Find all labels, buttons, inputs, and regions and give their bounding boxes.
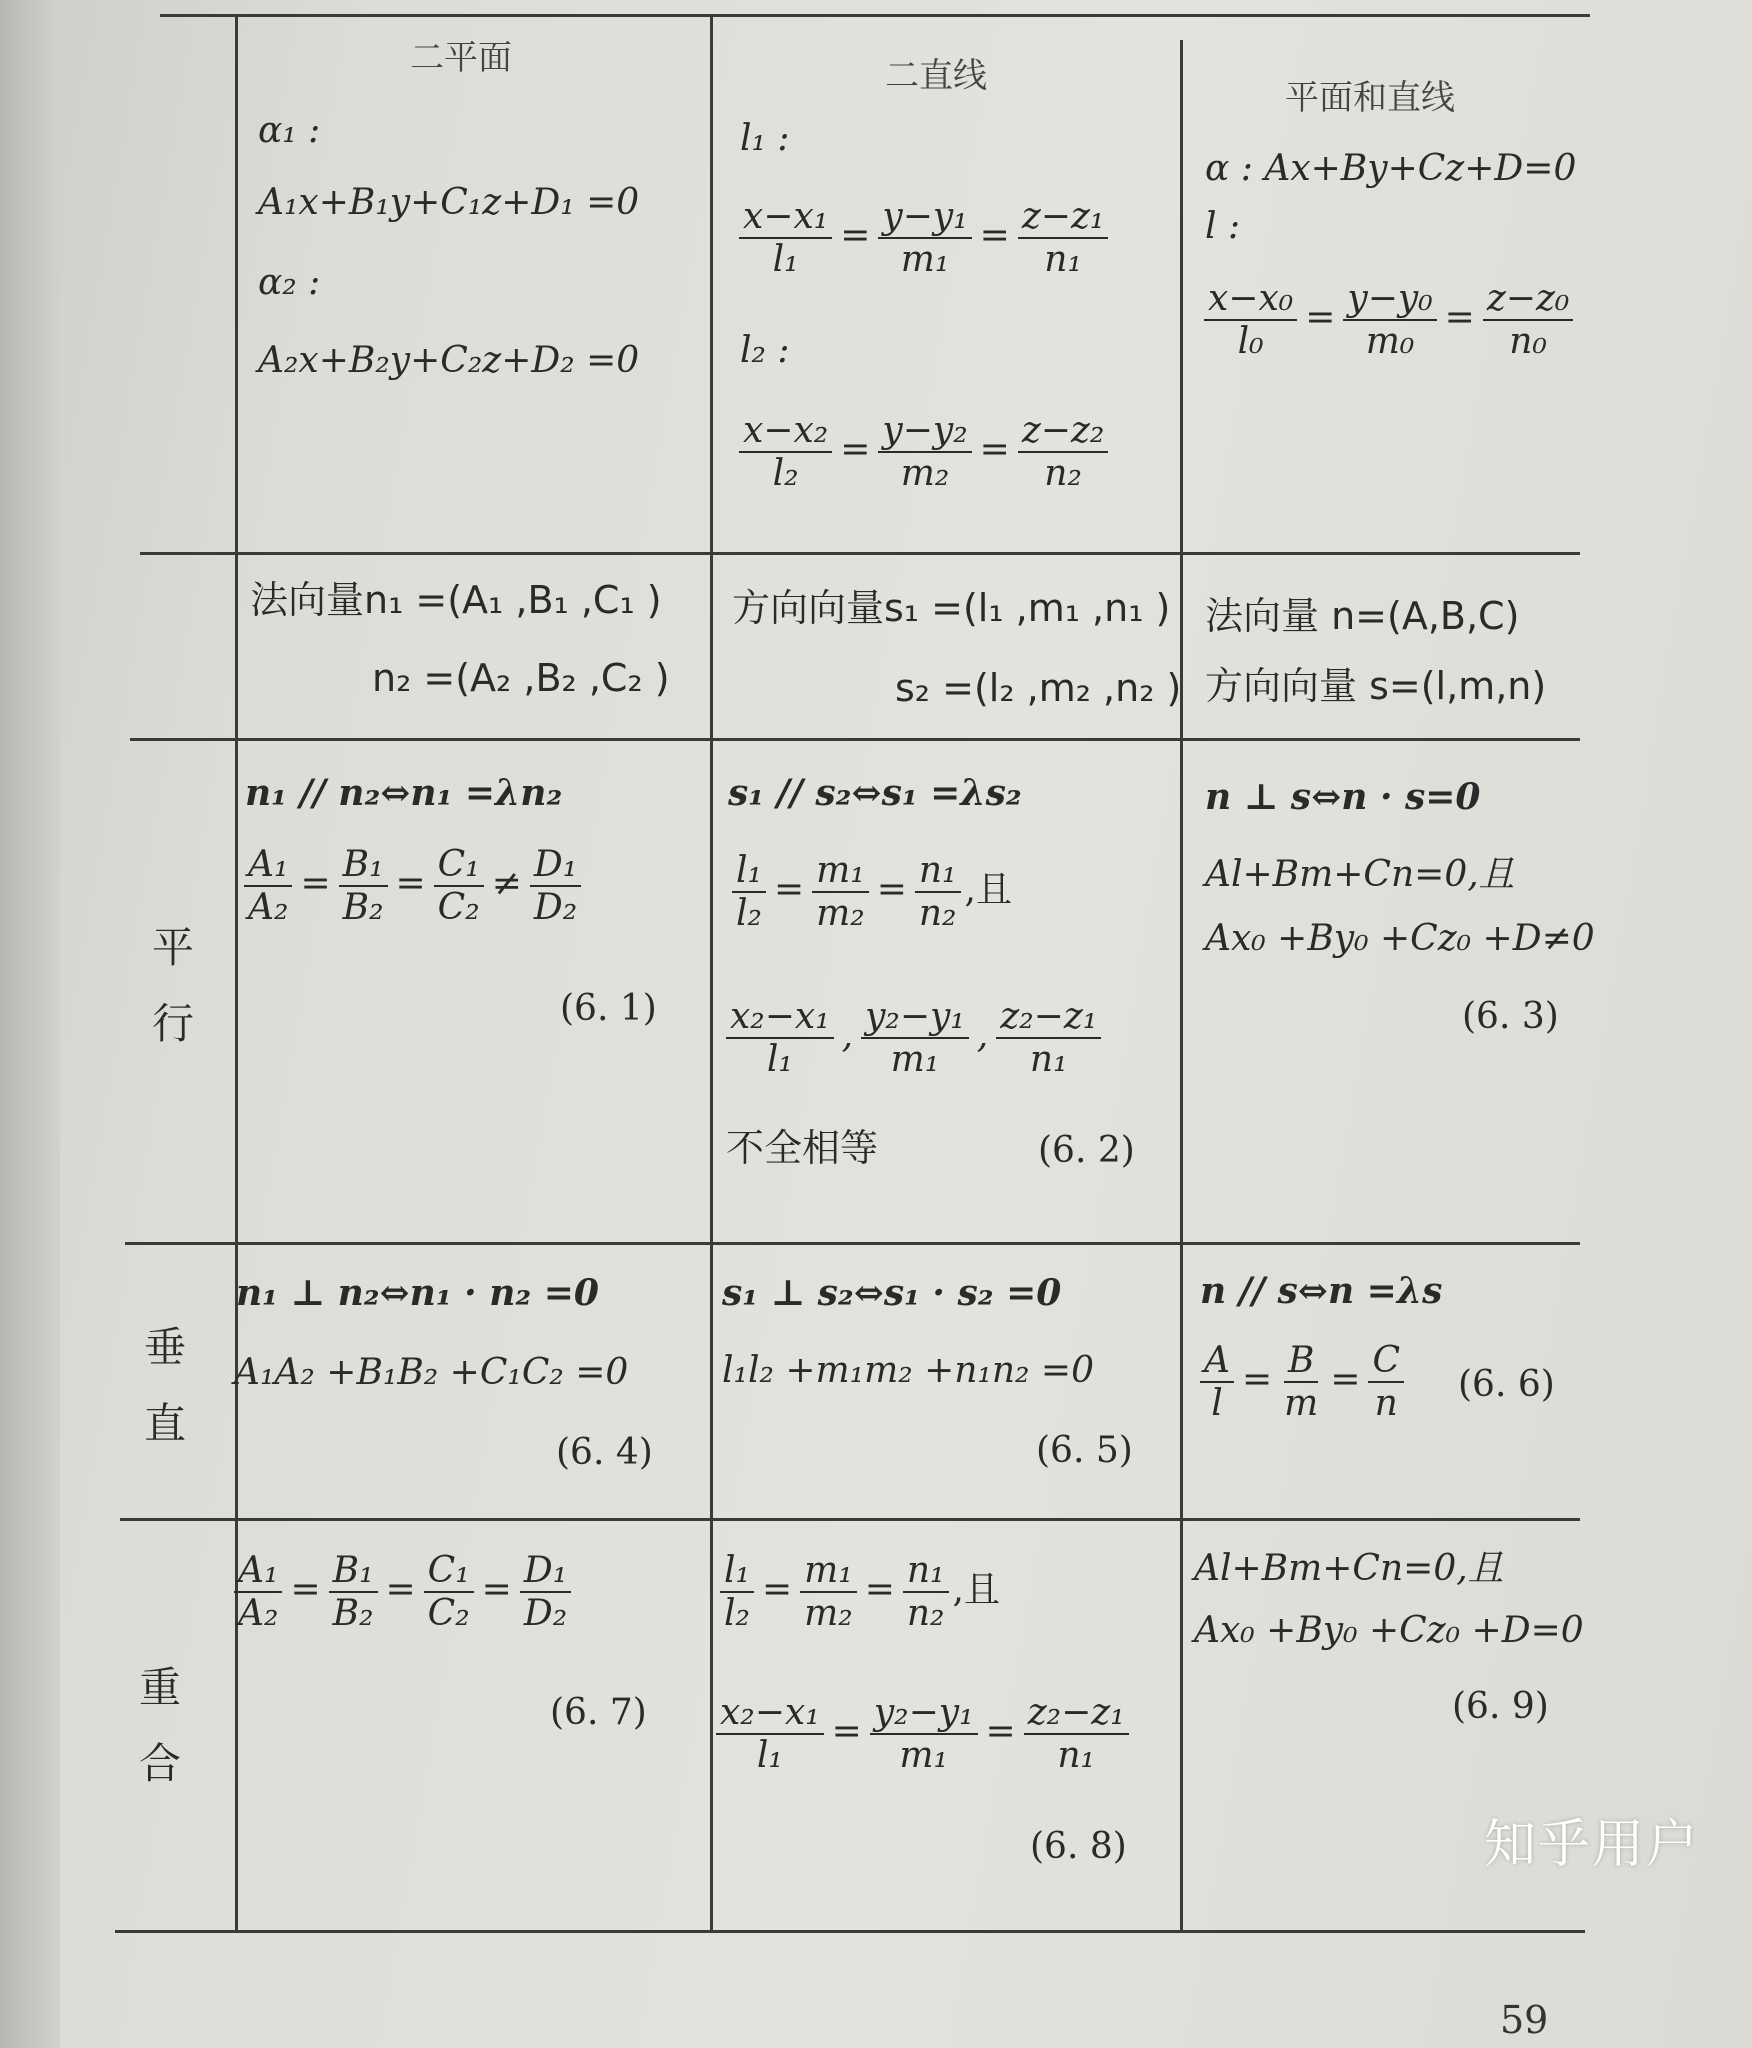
- equation-number-6-2: (6. 2): [1038, 1130, 1135, 1171]
- equation-number-6-9: (6. 9): [1452, 1686, 1549, 1727]
- l2-label: l₂ :: [740, 330, 790, 371]
- perpendicular-planes-eq: A₁A₂ +B₁B₂ +C₁C₂ =0: [234, 1352, 629, 1393]
- perpendicular-planeline-ratio: $\frac{A}{l}$ = $\frac{B}{m}$ = $\frac{C}{n}$: [1196, 1340, 1408, 1425]
- equation-number-6-4: (6. 4): [556, 1432, 653, 1473]
- column-rule: [1180, 40, 1183, 1930]
- coincide-planeline-eq1: Al+Bm+Cn=0,且: [1194, 1548, 1504, 1589]
- line-l-equation: $\frac{\text{x−x₀}}{\text{l₀}}$ = $\frac{\text{y−y₀}}{\text{m₀}}$ = $\frac{\text{z−z₀}}{\text{n₀}}$: [1200, 278, 1577, 363]
- perpendicular-lines-condition: s₁ ⊥ s₂⇔s₁ · s₂ =0: [722, 1272, 1062, 1314]
- equation-number-6-7: (6. 7): [550, 1692, 647, 1733]
- parallel-planes-condition: n₁ // n₂⇔n₁ =λn₂: [245, 772, 563, 814]
- normal-vector-n2: n₂ =(A₂ ,B₂ ,C₂ ): [372, 656, 670, 700]
- equation-number-6-8: (6. 8): [1030, 1826, 1127, 1867]
- equation-number-6-1: (6. 1): [560, 988, 657, 1029]
- page-number: 59: [1500, 1998, 1549, 2042]
- table-bottom-rule: [115, 1930, 1585, 1933]
- row-label-parallel: 平行: [151, 923, 194, 1048]
- perpendicular-planeline-condition: n // s⇔n =λs: [1200, 1270, 1443, 1312]
- row-label-perpendicular: 垂直: [143, 1323, 186, 1448]
- parallel-planeline-eq2: Ax₀ +By₀ +Cz₀ +D≠0: [1205, 918, 1595, 959]
- l1-equation: $\frac{\text{x−x₁}}{\text{l₁}}$ = $\frac{\text{y−y₁}}{\text{m₁}}$ = $\frac{\text{z−z₁}}{\text{n₁}}$: [735, 196, 1112, 281]
- parallel-lines-condition: s₁ // s₂⇔s₁ =λs₂: [728, 772, 1022, 814]
- alpha2-label: α₂ :: [258, 262, 321, 303]
- coincide-planes-ratio: $\frac{\text{A₁}}{\text{A₂}}$ = $\frac{\text{B₁}}{\text{B₂}}$ = $\frac{\text{C₁}}{\text{C₂}}$ = $\frac{\text{D₁}}{\text{D₂}}$: [230, 1550, 575, 1635]
- not-all-equal-note: 不全相等: [726, 1126, 879, 1170]
- column-rule: [235, 14, 238, 1930]
- row-rule: [120, 1518, 1580, 1521]
- alpha1-equation: A₁x+B₁y+C₁z+D₁ =0: [258, 182, 640, 223]
- equation-number-6-3: (6. 3): [1462, 996, 1559, 1037]
- equation-number-6-6: (6. 6): [1458, 1364, 1555, 1405]
- row-rule: [140, 552, 1580, 555]
- coincide-lines-point-ratio: $\frac{\text{x₂−x₁}}{\text{l₁}}$ = $\frac{\text{y₂−y₁}}{\text{m₁}}$ = $\frac{\text{z₂−z₁}}{\text{n₁}}$: [712, 1692, 1133, 1777]
- header-lines: 二直线: [885, 56, 987, 96]
- perpendicular-planes-condition: n₁ ⊥ n₂⇔n₁ · n₂ =0: [236, 1272, 599, 1314]
- l2-equation: $\frac{\text{x−x₂}}{\text{l₂}}$ = $\frac{\text{y−y₂}}{\text{m₂}}$ = $\frac{\text{z−z₂}}{\text{n₂}}$: [735, 410, 1112, 495]
- normal-vector-n: 法向量 n=(A,B,C): [1205, 594, 1520, 638]
- column-rule: [710, 14, 713, 1930]
- direction-vector-s: 方向向量 s=(l,m,n): [1205, 664, 1547, 708]
- parallel-planeline-condition: n ⊥ s⇔n · s=0: [1205, 776, 1481, 818]
- header-plane-and-line: 平面和直线: [1285, 78, 1455, 118]
- perpendicular-lines-eq: l₁l₂ +m₁m₂ +n₁n₂ =0: [722, 1350, 1094, 1391]
- alpha1-label: α₁ :: [258, 110, 321, 151]
- parallel-planeline-eq1: Al+Bm+Cn=0,且: [1205, 854, 1515, 895]
- table-top-rule: [160, 14, 1590, 17]
- parallel-lines-ratio: $\frac{\text{l₁}}{\text{l₂}}$ = $\frac{\text{m₁}}{\text{m₂}}$ = $\frac{\text{n₁}}{\text{n₂}}$ ,且: [728, 850, 1012, 935]
- parallel-lines-point-ratio: $\frac{\text{x₂−x₁}}{\text{l₁}}$ , $\frac{\text{y₂−y₁}}{\text{m₁}}$ , $\frac{\text{z₂−z₁}}{\text{n₁}}$: [722, 996, 1105, 1081]
- coincide-lines-ratio: $\frac{\text{l₁}}{\text{l₂}}$ = $\frac{\text{m₁}}{\text{m₂}}$ = $\frac{\text{n₁}}{\text{n₂}}$ ,且: [716, 1550, 1000, 1635]
- row-rule: [130, 738, 1580, 741]
- adjacent-page-edge: [0, 0, 60, 2048]
- l1-label: l₁ :: [740, 118, 790, 159]
- watermark-text: 知乎用户: [1484, 1815, 1701, 1875]
- header-planes: 二平面: [410, 38, 512, 78]
- plane-alpha-equation: α : Ax+By+Cz+D=0: [1205, 148, 1577, 189]
- equation-number-6-5: (6. 5): [1036, 1430, 1133, 1471]
- row-label-coincide: 重合: [138, 1663, 181, 1788]
- line-l-label: l :: [1205, 206, 1241, 247]
- normal-vector-n1: 法向量n₁ =(A₁ ,B₁ ,C₁ ): [250, 578, 662, 622]
- alpha2-equation: A₂x+B₂y+C₂z+D₂ =0: [258, 340, 640, 381]
- direction-vector-s1: 方向向量s₁ =(l₁ ,m₁ ,n₁ ): [732, 586, 1171, 630]
- direction-vector-s2: s₂ =(l₂ ,m₂ ,n₂ ): [895, 666, 1182, 710]
- coincide-planeline-eq2: Ax₀ +By₀ +Cz₀ +D=0: [1194, 1610, 1584, 1651]
- parallel-planes-ratio: $\frac{\text{A₁}}{\text{A₂}}$ = $\frac{\text{B₁}}{\text{B₂}}$ = $\frac{\text{C₁}}{\text{C₂}}$ ≠ $\frac{\text{D₁}}{\text{D₂}}$: [240, 844, 585, 929]
- row-rule: [125, 1242, 1580, 1245]
